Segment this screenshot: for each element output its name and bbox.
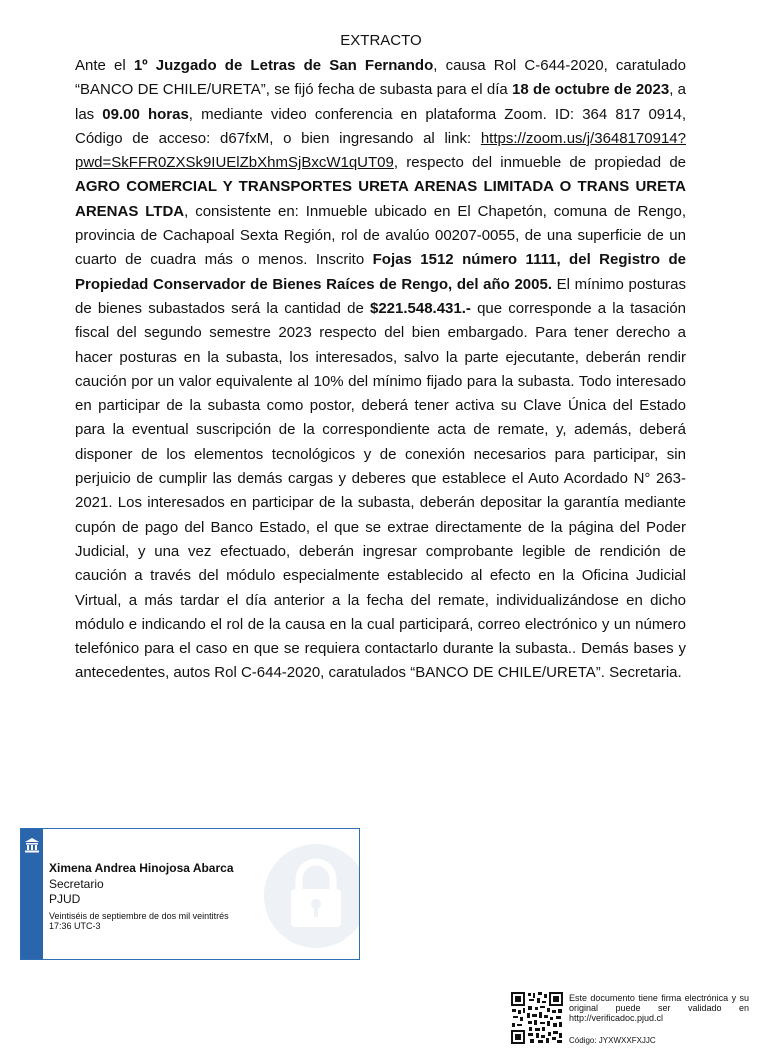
text-segment: que corresponde a la tasación fiscal del segundo semestre 2023 respecto del bien embargado. Para tener derecho a hacer posturas en la subasta, los interesados, salvo la parte ejecutante, deberán rendir caución por un valor equivalente al 10% del mínimo fijado para la subasta. Todo interesado en participar de la subasta como postor, deberá tener activa su Clave Única del Estado para la eventual suscripción de la correspondiente acta de remate, y, además, deberá disponer de los elementos tecnológicos y de conexión necesarios para participar, sin perjuicio de cumplir las demás cargas y deberes que establece el Auto Acordado N° 263-2021. Los interesados en participar de la subasta, deberán depositar la garantía mediante cupón de pago del Banco Estado, el que se extrae directamente de la página del Poder Judicial, y una vez efectuado, deberán ingresar comprobante legible de rendición de caución a través del módulo especialmente establecido al efecto en la Oficina Judicial Virtual, a más tardar el día anterior a la fecha del remate, individualizándose en dicho módulo e indicando el rol de la causa en la cual participará, correo electrónico y un número telefónico para el caso en que se requiera contactarlo durante la subasta.. Demás bases y antecedentes, autos Rol C-644-2020, caratulados “BANCO DE CHILE/URETA”. Secretaria. — [75, 299, 687, 682]
minimum-bid-amount: $221.548.431.- — [369, 299, 471, 317]
verification-notice: Este documento tiene firma electrónica y su original puede ser validado en http://verificadoc.pjud.cl — [569, 993, 749, 1023]
signature-accent-strip — [21, 829, 43, 959]
text-segment: , a las — [75, 81, 686, 123]
text-segment: , mediante video conferencia en plataforma Zoom. ID: 364 817 0914, Código de acceso: d67fxM, o bien ingresando al link: — [75, 105, 687, 147]
signer-role: Secretario — [49, 877, 104, 891]
document-title: EXTRACTO — [340, 32, 422, 49]
verification-footer — [510, 991, 754, 1047]
document-body — [75, 54, 686, 686]
auction-time: 09.00 horas — [102, 105, 189, 123]
courthouse-icon — [24, 837, 40, 853]
qr-code-icon — [510, 991, 564, 1045]
registry-reference: Fojas 1512 número 1111, del Registro de Propiedad Conservador de Bienes Raíces de Rengo, del año 2005. — [75, 251, 686, 293]
signer-name: Ximena Andrea Hinojosa Abarca — [49, 861, 234, 875]
text-segment: Ante el — [75, 57, 134, 74]
zoom-link[interactable]: https://zoom.us/j/3648170914?pwd=SkFFR0ZXSk9IUElZbXhmSjBxcW1qUT09 — [75, 129, 686, 172]
text-segment: , respecto del inmueble de propiedad de — [393, 154, 686, 172]
auction-date: 18 de octubre de 2023 — [512, 81, 670, 99]
signature-date: Veintiséis de septiembre de dos mil veintitrés — [49, 911, 229, 921]
lock-icon — [261, 841, 360, 951]
signer-organization: PJUD — [49, 892, 81, 906]
signature-time: 17:36 UTC-3 — [49, 921, 101, 931]
text-segment: , causa Rol C-644-2020, caratulado “BANCO DE CHILE/URETA”, se fijó fecha de subasta para el día — [75, 57, 686, 99]
owner-name: AGRO COMERCIAL Y TRANSPORTES URETA ARENAS LIMITADA O TRANS URETA ARENAS LTDA — [75, 178, 686, 220]
court-name: 1º Juzgado de Letras de San Fernando — [133, 57, 434, 74]
text-segment: El mínimo posturas de bienes subastados será la cantidad de — [75, 275, 687, 317]
electronic-signature-box — [20, 828, 360, 960]
text-segment: , consistente en: Inmueble ubicado en El Chapetón, comuna de Rengo, provincia de Cachapoal Sexta Región, rol de avalúo 00207-0055, de una superficie de un cuarto de cuadra más o menos. Inscrito — [75, 202, 686, 269]
verification-code: Código: JYXWXXFXJJC — [569, 1036, 656, 1045]
